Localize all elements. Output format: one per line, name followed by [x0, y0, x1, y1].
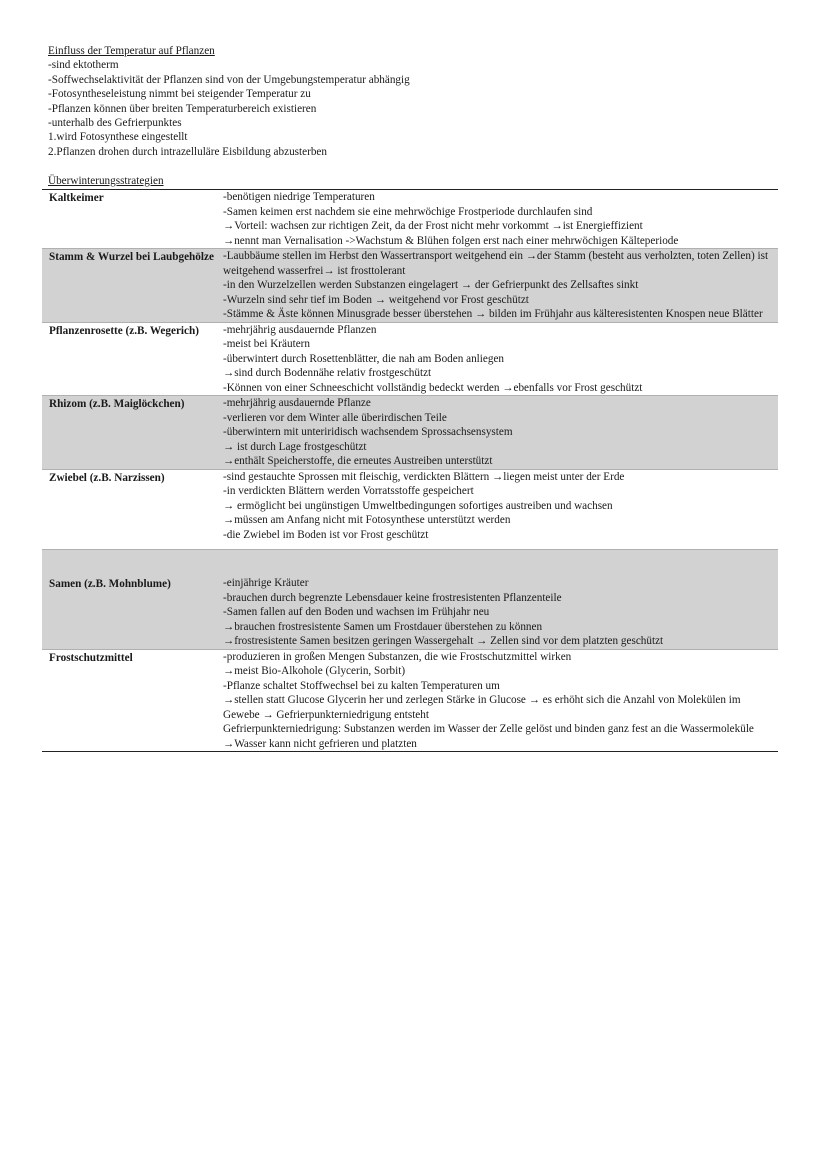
strategy-description [223, 323, 778, 396]
strategy-line: -in den Wurzelzellen werden Substanzen eingelagert → der Gefrierpunkt des Zellsaftes sinkt [223, 279, 639, 291]
strategy-name: Pflanzenrosette (z.B. Wegerich) [49, 324, 199, 337]
strategy-line: -Können von einer Schneeschicht vollständig bedeckt werden →ebenfalls vor Frost geschützt [223, 381, 643, 394]
strategy-line: →Vorteil: wachsen zur richtigen Zeit, da der Frost nicht mehr vorkommt →ist Energieffizient [223, 220, 643, 232]
strategy-name: Rhizom (z.B. Maiglöckchen) [49, 398, 185, 410]
strategy-description [223, 190, 778, 248]
strategy-name: Kaltkeimer [49, 192, 104, 204]
strategy-description [223, 650, 778, 752]
intro-title: Einfluss der Temperatur auf Pflanzen [48, 45, 215, 57]
strategy-line: →frostresistente Samen besitzen geringen Wassergehalt → Zellen sind vor dem platzten geschützt [223, 635, 664, 647]
strategy-row-samen [42, 549, 778, 649]
strategy-line: -überwintern mit unteriridisch wachsendem Sprossachsensystem [223, 426, 513, 438]
strategy-row-zwiebel [42, 469, 778, 550]
intro-line: 1.wird Fotosynthese eingestellt [48, 131, 188, 144]
strategy-line: →enthält Speicherstoffe, die erneutes Austreiben unterstützt [223, 455, 493, 467]
strategy-row-frostschutzmittel [42, 649, 778, 752]
strategy-line: -benötigen niedrige Temperaturen [223, 191, 375, 203]
section-title: Überwinterungsstrategien [48, 175, 164, 187]
strategy-line: -verlieren vor dem Winter alle überirdischen Teile [223, 411, 447, 424]
intro-line: -unterhalb des Gefrierpunktes [48, 117, 182, 130]
strategy-row-kaltkeimer [42, 190, 778, 248]
strategy-line: -Samen fallen auf den Boden und wachsen im Frühjahr neu [223, 606, 490, 618]
strategy-description [223, 249, 778, 322]
strategy-line: -Laubbäume stellen im Herbst den Wassertransport weitgehend ein →der Stamm (besteht aus verholzten, toten Zellen) ist weitgehend wasserfrei→ ist frosttolerant [223, 250, 769, 277]
strategy-line: -Pflanze schaltet Stoffwechsel bei zu kalten Temperaturen um [223, 679, 500, 692]
intro-line: -Pflanzen können über breiten Temperaturbereich existieren [48, 102, 317, 115]
strategy-line: -Samen keimen erst nachdem sie eine mehrwöchige Frostperiode durchlaufen sind [223, 205, 593, 218]
strategy-line: -Wurzeln sind sehr tief im Boden → weitgehend vor Frost geschützt [223, 293, 529, 306]
strategy-line: -Stämme & Äste können Minusgrade besser überstehen → bilden im Frühjahr aus kälteresistenten Knospen neue Blätter [223, 308, 763, 320]
strategy-line: →sind durch Bodennähe relativ frostgeschützt [223, 367, 432, 379]
strategy-name: Zwiebel (z.B. Narzissen) [49, 471, 165, 484]
strategy-line: -sind gestauchte Sprossen mit fleischig, verdickten Blättern →liegen meist unter der Erde [223, 470, 625, 483]
intro-line: 2.Pflanzen drohen durch intrazelluläre Eisbildung abzusterben [48, 145, 327, 158]
strategy-line: -mehrjährig ausdauernde Pflanzen [223, 323, 377, 336]
strategy-line: →müssen am Anfang nicht mit Fotosynthese unterstützt werden [223, 514, 511, 526]
strategy-line: → ermöglicht bei ungünstigen Umweltbedingungen sofortiges austreiben und wachsen [223, 499, 613, 512]
strategy-name: Frostschutzmittel [49, 651, 133, 664]
strategy-line: →brauchen frostresistente Samen um Frostdauer überstehen zu können [223, 620, 543, 633]
strategy-line: -in verdickten Blättern werden Vorratsstoffe gespeichert [223, 485, 474, 497]
strategy-line: -produzieren in großen Mengen Substanzen, die wie Frostschutzmittel wirken [223, 650, 572, 663]
strategy-description [223, 470, 778, 543]
strategies-table [42, 189, 778, 752]
intro-line: -Soffwechselaktivität der Pflanzen sind von der Umgebungstemperatur abhängig [48, 73, 410, 86]
intro-line: -sind ektotherm [48, 59, 119, 72]
strategy-line: → ist durch Lage frostgeschützt [223, 440, 367, 453]
strategy-name: Stamm & Wurzel bei Laubgehölze [49, 251, 214, 263]
strategy-line: →stellen statt Glucose Glycerin her und zerlegen Stärke in Glucose → es erhöht sich die Anzahl von Molekülen im Gewebe → Gefrierpunkterniedrigung entsteht [223, 694, 741, 721]
strategy-line: →nennt man Vernalisation ->Wachstum & Blühen folgen erst nach einer mehrwöchigen Kälteperiode [223, 234, 679, 247]
strategy-line: Gefrierpunkterniedrigung: Substanzen werden im Wasser der Zelle gelöst und binden ganz fest an die Wassermoleküle →Wasser kann nicht gefrieren und platzten [223, 723, 754, 750]
strategy-row-stamm-wurzel [42, 248, 778, 322]
strategy-line: -die Zwiebel im Boden ist vor Frost geschützt [223, 528, 429, 541]
strategy-line: -brauchen durch begrenzte Lebensdauer keine frostresistenten Pflanzenteile [223, 591, 562, 604]
strategy-name: Samen (z.B. Mohnblume) [49, 578, 171, 590]
strategy-line: -einjährige Kräuter [223, 577, 309, 589]
strategy-description [223, 396, 778, 469]
strategy-line: →meist Bio-Alkohole (Glycerin, Sorbit) [223, 665, 406, 677]
strategy-row-rhizom [42, 395, 778, 469]
strategy-line: -mehrjährig ausdauernde Pflanze [223, 397, 371, 409]
strategy-row-pflanzenrosette [42, 322, 778, 396]
intro-section [48, 44, 788, 159]
intro-line: -Fotosyntheseleistung nimmt bei steigender Temperatur zu [48, 88, 311, 101]
strategy-line: -überwintert durch Rosettenblätter, die nah am Boden anliegen [223, 352, 505, 365]
strategy-description [223, 576, 778, 649]
strategy-line: -meist bei Kräutern [223, 338, 310, 350]
